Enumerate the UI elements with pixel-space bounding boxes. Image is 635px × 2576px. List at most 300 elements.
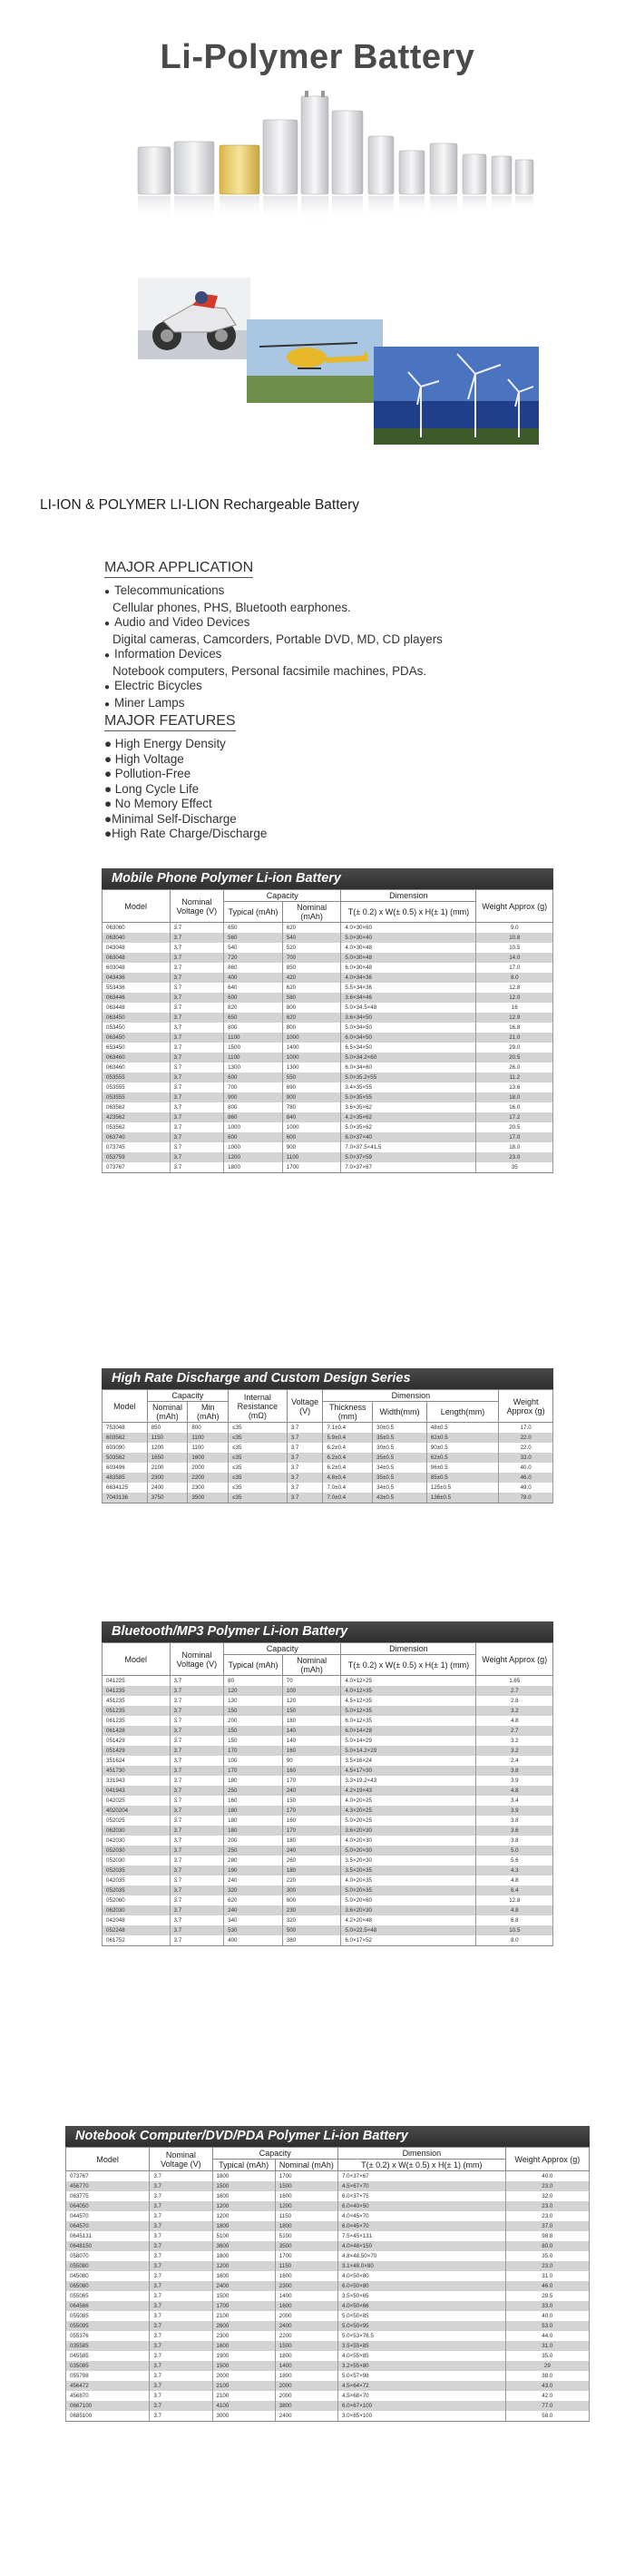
application-detail: Cellular phones, PHS, Bluetooth earphones.	[112, 600, 351, 614]
feature-item: ● Long Cycle Life	[104, 781, 200, 796]
table-cell: 3800	[275, 2401, 337, 2411]
table-cell: 1800	[275, 2351, 337, 2361]
table-cell: 31.0	[505, 2341, 589, 2351]
table-cell: 1600	[188, 1453, 229, 1463]
table-cell: 3.7	[287, 1433, 323, 1443]
table-cell: 503562	[103, 1453, 148, 1463]
table-cell: 2000	[275, 2381, 337, 2391]
table-cell: 180	[282, 1716, 341, 1726]
table-cell: 22.0	[499, 1433, 553, 1443]
table-cell: 320	[282, 1915, 341, 1925]
table-cell: 18.0	[476, 1092, 553, 1102]
table-cell: 2300	[188, 1483, 229, 1493]
table-cell: 35	[476, 1162, 553, 1173]
table-cell: 44.0	[505, 2331, 589, 2341]
table-cell: 3.7	[170, 993, 224, 1003]
table-cell: 1500	[212, 2291, 275, 2301]
table-row	[103, 1023, 553, 1033]
table-cell: 3.7	[170, 1122, 224, 1132]
table-cell: 603496	[103, 1463, 148, 1473]
application-item: ● Information Devices	[104, 647, 443, 664]
column-header: Length(mm)	[426, 1402, 499, 1423]
table-cell: 530	[224, 1925, 283, 1935]
table-cell: 1400	[275, 2291, 337, 2301]
table-cell: 77.0	[505, 2401, 589, 2411]
table-cell: 3.6×34×50	[341, 1013, 476, 1023]
table-cell: 5.0×12×35	[341, 1706, 476, 1716]
table-cell: 061752	[103, 1935, 171, 1946]
table-cell: 22.0	[499, 1443, 553, 1453]
table-cell: 2300	[275, 2281, 337, 2291]
table-cell: 3750	[147, 1493, 188, 1503]
table-cell: 70	[282, 1676, 341, 1687]
table-cell: 2000	[212, 2371, 275, 2381]
table-cell: 052025	[103, 1816, 171, 1826]
table-cell: 21.0	[476, 1033, 553, 1043]
table-cell: 1400	[275, 2361, 337, 2371]
table-row	[103, 1493, 553, 1503]
table-row	[103, 1706, 553, 1716]
column-header: Dimension	[323, 1390, 499, 1402]
table-cell: 170	[282, 1826, 341, 1836]
column-header: Dimension	[338, 2148, 506, 2160]
table-cell: 600	[224, 993, 283, 1003]
table-cell: 1400	[282, 1043, 341, 1053]
table-cell: 720	[224, 953, 283, 963]
table-row	[103, 1676, 553, 1687]
table-row	[103, 1776, 553, 1786]
table-cell: 1900	[212, 2351, 275, 2361]
table-cell: 052030	[103, 1846, 171, 1856]
table-cell: 3.4×35×55	[341, 1082, 476, 1092]
table-cell: 850	[147, 1423, 188, 1434]
table-cell: 4.8±0.4	[323, 1473, 373, 1483]
table-row	[66, 2351, 590, 2361]
table-cell: 3.4	[476, 1796, 553, 1806]
table-cell: 1100	[188, 1443, 229, 1453]
table-cell: 3.7	[287, 1473, 323, 1483]
table-cell: 700	[224, 1082, 283, 1092]
table-cell: 4.3×20×25	[341, 1806, 476, 1816]
table-cell: 6634125	[103, 1483, 148, 1493]
table-cell: 4.2×20×48	[341, 1915, 476, 1925]
table-cell: 063450	[103, 1033, 171, 1043]
table-cell: 4.5×64×72	[338, 2381, 506, 2391]
table-cell: 3.8	[476, 1836, 553, 1846]
table-row	[66, 2171, 590, 2182]
table-row	[103, 1925, 553, 1935]
table-cell: 170	[224, 1766, 283, 1776]
table-cell: 5.0×20×30	[341, 1846, 476, 1856]
table-cell: 3.5×20×30	[341, 1856, 476, 1866]
table-cell: 041225	[103, 1676, 171, 1687]
table-cell: 170	[282, 1806, 341, 1816]
table-cell: 8.0	[476, 1935, 553, 1946]
table-cell: 653450	[103, 1043, 171, 1053]
table-cell: 100	[282, 1686, 341, 1696]
table-cell: 043048	[103, 943, 171, 953]
table-cell: 052248	[103, 1925, 171, 1935]
table-cell: 8.0	[476, 973, 553, 983]
table-cell: 500	[282, 1925, 341, 1935]
table-cell: 3.7	[170, 1112, 224, 1122]
column-header: Nominal Voltage (V)	[170, 1643, 224, 1676]
table-cell: ≤35	[229, 1443, 288, 1453]
table-row	[66, 2311, 590, 2321]
table-cell: 20.5	[476, 1122, 553, 1132]
table-cell: 3.7	[150, 2241, 212, 2251]
battery-lineup-image	[136, 91, 535, 227]
table-cell: 34±0.5	[373, 1483, 427, 1493]
table-cell: 035585	[66, 2341, 150, 2351]
table-cell: 3.7	[170, 1063, 224, 1073]
table-cell: 4.0×55×85	[338, 2351, 506, 2361]
table-row	[103, 963, 553, 973]
table-cell: 23.0	[505, 2181, 589, 2191]
table-cell: 3.5×50×65	[338, 2291, 506, 2301]
table-cell: 180	[224, 1776, 283, 1786]
table-cell: 90	[282, 1756, 341, 1766]
table-cell: 053555	[103, 1073, 171, 1082]
table-cell: 30±0.5	[373, 1423, 427, 1434]
table-cell: 5.0×30×40	[341, 933, 476, 943]
table-cell: 6.0×30×48	[341, 963, 476, 973]
table-cell: 5.0×35.2×55	[341, 1073, 476, 1082]
table-cell: 1150	[275, 2211, 337, 2221]
column-header: Nominal (mAh)	[275, 2160, 337, 2171]
table-cell: 800	[224, 1102, 283, 1112]
table-cell: 451730	[103, 1766, 171, 1776]
table-cell: 53.0	[505, 2321, 589, 2331]
table-cell: 85±0.5	[426, 1473, 499, 1483]
table-cell: 6.0×40×50	[338, 2201, 506, 2211]
table-cell: 17.0	[499, 1423, 553, 1434]
table-cell: 12.0	[476, 993, 553, 1003]
table-row	[103, 1453, 553, 1463]
table-cell: 4.8	[476, 1876, 553, 1885]
table-cell: 053759	[103, 1152, 171, 1162]
table-cell: 073767	[103, 1162, 171, 1173]
table-cell: 1000	[282, 1053, 341, 1063]
table-cell: 80	[224, 1676, 283, 1687]
table-cell: 340	[224, 1915, 283, 1925]
table-row	[103, 1003, 553, 1013]
notebook-table-title: Notebook Computer/DVD/PDA Polymer Li-ion Battery	[65, 2126, 590, 2147]
table-cell: 3.7	[287, 1463, 323, 1473]
table-cell: 053562	[103, 1122, 171, 1132]
table-cell: 3.7	[150, 2251, 212, 2261]
table-cell: 38.0	[505, 2371, 589, 2381]
column-header: Nominal (mAh)	[147, 1402, 188, 1423]
table-cell: 4.0×20×30	[341, 1836, 476, 1846]
table-cell: 260	[282, 1856, 341, 1866]
table-cell: 150	[224, 1726, 283, 1736]
column-header: Capacity	[224, 890, 341, 902]
table-cell: 063460	[103, 1053, 171, 1063]
column-header: T(± 0.2) x W(± 0.5) x H(± 1) (mm)	[341, 1655, 476, 1676]
table-cell: 2400	[147, 1483, 188, 1493]
table-cell: 17.0	[476, 963, 553, 973]
table-cell: 900	[224, 1092, 283, 1102]
table-cell: 46.0	[505, 2281, 589, 2291]
table-cell: 3.7	[150, 2291, 212, 2301]
table-cell: 160	[282, 1746, 341, 1756]
table-cell: 31.0	[505, 2271, 589, 2281]
table-cell: 12.9	[476, 1013, 553, 1023]
table-cell: ≤35	[229, 1423, 288, 1434]
table-row	[103, 1806, 553, 1816]
table-cell: 3.7	[170, 1776, 224, 1786]
table-cell: 3.9	[476, 1806, 553, 1816]
table-cell: 2100	[212, 2311, 275, 2321]
table-row	[103, 1786, 553, 1796]
table-row	[66, 2321, 590, 2331]
table-cell: 3.7	[150, 2181, 212, 2191]
table-cell: 35.0	[505, 2351, 589, 2361]
table-row	[103, 1895, 553, 1905]
table-row	[103, 1885, 553, 1895]
table-cell: 6.2±0.4	[323, 1463, 373, 1473]
column-header: Dimension	[341, 890, 476, 902]
table-row	[103, 1122, 553, 1132]
mobile-phone-table-title: Mobile Phone Polymer Li-ion Battery	[102, 868, 553, 889]
table-cell: 1600	[275, 2301, 337, 2311]
high-rate-table-panel	[102, 1368, 553, 1503]
table-cell: 4.0×50×66	[338, 2301, 506, 2311]
table-row	[66, 2281, 590, 2291]
table-cell: 3.7	[170, 1836, 224, 1846]
table-cell: 052035	[103, 1866, 171, 1876]
table-cell: 1800	[212, 2221, 275, 2231]
table-cell: 3.7	[150, 2361, 212, 2371]
table-row	[66, 2201, 590, 2211]
table-cell: 1200	[147, 1443, 188, 1453]
table-cell: 6.0×37×75	[338, 2191, 506, 2201]
table-cell: 1800	[212, 2171, 275, 2182]
table-cell: 78.0	[499, 1493, 553, 1503]
table-cell: 150	[282, 1706, 341, 1716]
table-cell: 5.0	[476, 1846, 553, 1856]
table-cell: 29	[505, 2361, 589, 2371]
table-cell: 80.0	[505, 2241, 589, 2251]
table-cell: 5.0×14×29	[341, 1736, 476, 1746]
table-cell: 35±0.5	[373, 1433, 427, 1443]
table-cell: 6.0×17×52	[341, 1935, 476, 1946]
table-cell: 3.7	[170, 1686, 224, 1696]
application-item: ● Audio and Video Devices	[104, 615, 443, 632]
table-cell: 46.0	[499, 1473, 553, 1483]
table-cell: 3500	[188, 1493, 229, 1503]
column-header: Model	[103, 890, 171, 923]
table-cell: 17.2	[476, 1112, 553, 1122]
table-cell: 3.7	[150, 2401, 212, 2411]
table-cell: 700	[282, 953, 341, 963]
table-row	[103, 1423, 553, 1434]
table-cell: 3.7	[170, 1003, 224, 1013]
table-cell: 600	[224, 1073, 283, 1082]
table-row	[103, 1846, 553, 1856]
table-cell: 064050	[66, 2201, 150, 2211]
table-cell: 7.0±0.4	[323, 1493, 373, 1503]
table-row	[103, 973, 553, 983]
table-cell: 5100	[275, 2231, 337, 2241]
table-cell: 553436	[103, 983, 171, 993]
table-cell: 2600	[212, 2321, 275, 2331]
table-cell: 900	[282, 1142, 341, 1152]
table-cell: 3500	[275, 2241, 337, 2251]
column-header: Model	[66, 2148, 150, 2171]
table-cell: 5.0×14.2×29	[341, 1746, 476, 1756]
table-row	[103, 1746, 553, 1756]
table-row	[103, 1716, 553, 1726]
table-cell: 1150	[147, 1433, 188, 1443]
table-cell: 3.7	[170, 1132, 224, 1142]
table-cell: 3.7	[170, 1796, 224, 1806]
table-cell: 540	[282, 933, 341, 943]
table-row	[66, 2251, 590, 2261]
table-row	[103, 1152, 553, 1162]
table-cell: 35±0.5	[373, 1453, 427, 1463]
table-cell: 042025	[103, 1796, 171, 1806]
table-cell: 3.7	[287, 1453, 323, 1463]
table-cell: 1800	[212, 2251, 275, 2261]
table-cell: 6.0×12×35	[341, 1716, 476, 1726]
table-cell: 4100	[212, 2401, 275, 2411]
table-cell: 3.7	[170, 1885, 224, 1895]
table-cell: 042035	[103, 1876, 171, 1885]
column-header: Capacity	[224, 1643, 341, 1655]
table-cell: 6.2±0.4	[323, 1443, 373, 1453]
table-cell: 690	[282, 1082, 341, 1092]
table-cell: 4.0×12×35	[341, 1686, 476, 1696]
table-cell: 800	[282, 1023, 341, 1033]
table-cell: 560	[224, 933, 283, 943]
table-cell: 063562	[103, 1102, 171, 1112]
column-header: Weight Approx (g)	[505, 2148, 589, 2171]
table-cell: 051429	[103, 1736, 171, 1746]
table-cell: 058070	[66, 2251, 150, 2261]
table-cell: 5.0×53×76.5	[338, 2331, 506, 2341]
table-cell: 423562	[103, 1112, 171, 1122]
table-cell: 1500	[224, 1043, 283, 1053]
table-cell: 240	[282, 1846, 341, 1856]
table-cell: 3.7	[170, 1925, 224, 1935]
table-cell: 2100	[212, 2391, 275, 2401]
table-cell: 3.7	[150, 2301, 212, 2311]
table-cell: 351624	[103, 1756, 171, 1766]
table-row	[103, 1736, 553, 1746]
table-cell: 4.8	[476, 1786, 553, 1796]
table-cell: 140	[282, 1736, 341, 1746]
table-cell: 063740	[103, 1132, 171, 1142]
table-cell: 5.0×57×98	[338, 2371, 506, 2381]
table-cell: 160	[282, 1766, 341, 1776]
table-cell: 23.0	[505, 2201, 589, 2211]
table-row	[66, 2391, 590, 2401]
table-cell: 045585	[66, 2351, 150, 2361]
table-cell: 5.0×20×25	[341, 1816, 476, 1826]
table-cell: 1200	[212, 2211, 275, 2221]
column-header: Weight Approx (g)	[476, 1643, 553, 1676]
table-cell: 3.3×19.2×43	[341, 1776, 476, 1786]
table-cell: 43±0.5	[373, 1493, 427, 1503]
table-cell: 12.8	[476, 1895, 553, 1905]
table-cell: 053555	[103, 1092, 171, 1102]
table-cell: 3.9	[476, 1776, 553, 1786]
table-cell: 063448	[103, 1003, 171, 1013]
table-cell: 4.8	[476, 1905, 553, 1915]
column-header: Weight Approx (g)	[476, 890, 553, 923]
table-cell: 29.5	[505, 2291, 589, 2301]
table-row	[103, 1473, 553, 1483]
table-row	[103, 1092, 553, 1102]
table-cell: 3.7	[150, 2221, 212, 2231]
table-cell: 650	[224, 1013, 283, 1023]
table-cell: 550	[282, 1073, 341, 1082]
table-cell: 1600	[275, 2271, 337, 2281]
table-cell: 1300	[224, 1063, 283, 1073]
table-row	[103, 1483, 553, 1493]
table-cell: 14.0	[476, 953, 553, 963]
table-cell: ≤35	[229, 1483, 288, 1493]
table-cell: 4.0×48×150	[338, 2241, 506, 2251]
table-cell: 600	[282, 1895, 341, 1905]
table-cell: 3.7	[150, 2201, 212, 2211]
table-cell: 6.0×37×40	[341, 1132, 476, 1142]
table-cell: 456472	[66, 2381, 150, 2391]
table-cell: 7.0×37×67	[341, 1162, 476, 1173]
table-cell: 055095	[66, 2321, 150, 2331]
table-row	[66, 2231, 590, 2241]
helicopter-photo	[247, 319, 383, 403]
table-cell: 4.8	[476, 1716, 553, 1726]
bluetooth-table-title: Bluetooth/MP3 Polymer Li-ion Battery	[102, 1621, 553, 1642]
table-row	[66, 2401, 590, 2411]
table-cell: 3.7	[170, 1053, 224, 1063]
table-row	[66, 2361, 590, 2371]
notebook-table-panel	[65, 2126, 590, 2422]
table-cell: 1800	[275, 2221, 337, 2231]
column-header: Weight Approx (g)	[499, 1390, 553, 1423]
table-cell: 620	[224, 1895, 283, 1905]
bluetooth-table	[102, 1642, 553, 1946]
table-row	[103, 1836, 553, 1846]
table-cell: 136±0.5	[426, 1493, 499, 1503]
table-cell: 380	[282, 1935, 341, 1946]
table-row	[66, 2191, 590, 2201]
table-cell: 3.7	[170, 1013, 224, 1023]
table-row	[66, 2241, 590, 2251]
table-cell: 3.7	[150, 2351, 212, 2361]
table-cell: 600	[282, 1132, 341, 1142]
table-cell: 4.0×20×25	[341, 1796, 476, 1806]
table-cell: 42.0	[505, 2391, 589, 2401]
table-cell: 800	[188, 1423, 229, 1434]
table-cell: 3.5×55×85	[338, 2341, 506, 2351]
application-item: ● Miner Lamps	[104, 696, 443, 713]
table-row	[66, 2221, 590, 2231]
table-cell: 2.4	[476, 1756, 553, 1766]
table-cell: 840	[282, 1112, 341, 1122]
table-cell: 600	[224, 1132, 283, 1142]
bluetooth-table-panel	[102, 1621, 553, 1946]
table-cell: 1500	[212, 2181, 275, 2191]
column-header: Internal Resistance (mΩ)	[229, 1390, 288, 1423]
table-cell: 900	[282, 1092, 341, 1102]
table-cell: 2400	[212, 2281, 275, 2291]
table-cell: 3.8	[476, 1766, 553, 1776]
table-cell: 3.5×20×35	[341, 1866, 476, 1876]
